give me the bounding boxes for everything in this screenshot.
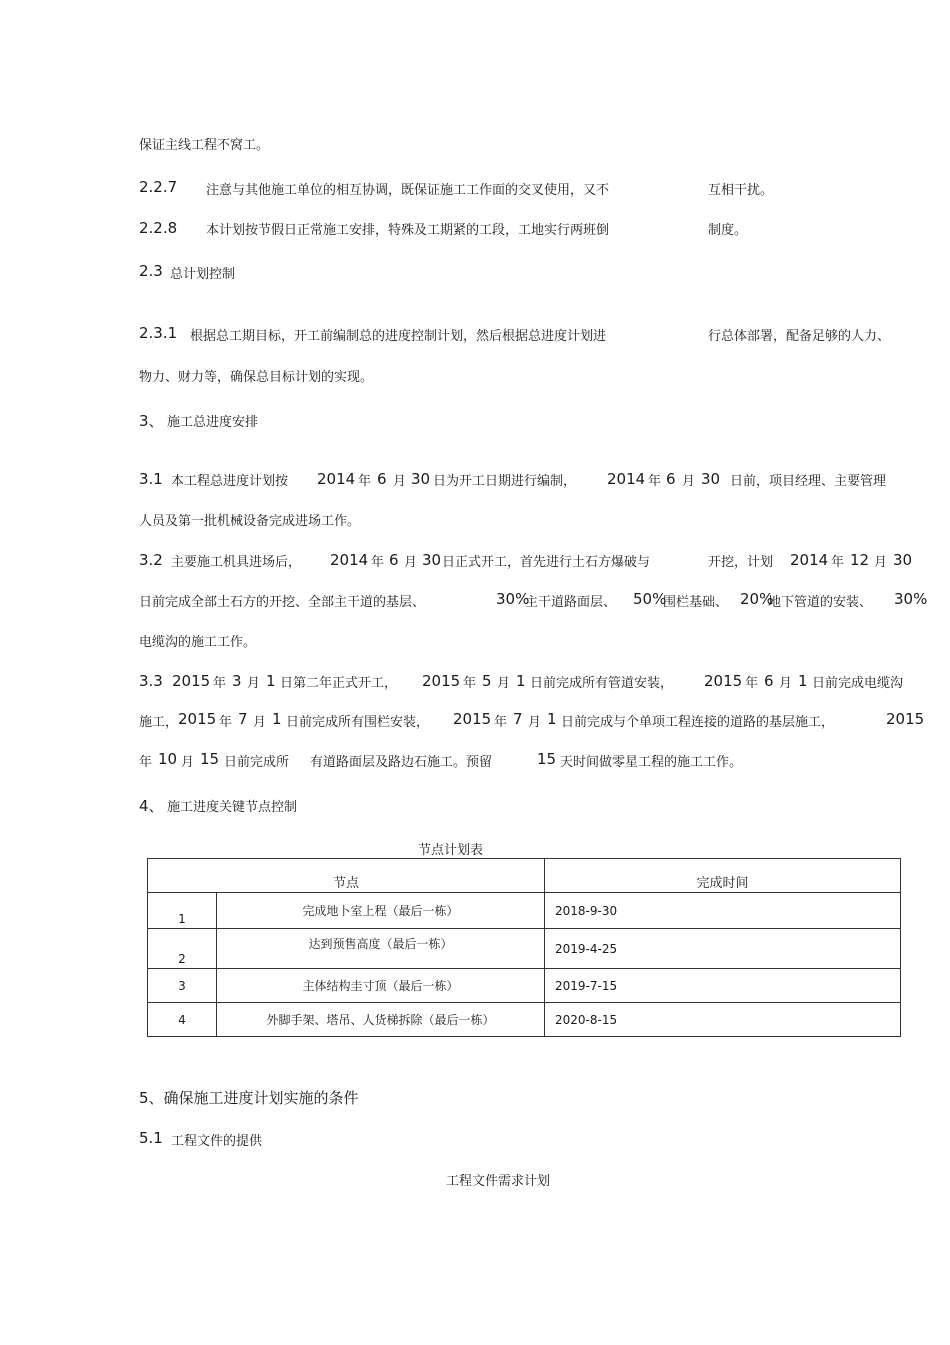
text-3-2-a: 主要施工机具进场后， (171, 555, 302, 570)
row-node: 主体结构圭寸顶（最后一栋） (217, 969, 545, 1003)
text-3-2-l2a: 日前完成全部土石方的开挖、全部主干道的基层、 (139, 595, 426, 610)
text-3-2-line3: 电缆沟的施工工作。 (139, 635, 257, 650)
text-3-3-c: 日第二年正式开工， (280, 676, 398, 691)
text-3-3-m4: 7 (238, 710, 248, 728)
section-text-2-3-1-tail: 行总体部署，配备足够的人力、 (708, 329, 891, 344)
text-3-2-l2b: 主干道路面层、 (525, 595, 617, 610)
table-row (148, 929, 901, 969)
text-3-3-d5: 1 (547, 710, 557, 728)
text-3-3-y5: 2015 (453, 710, 492, 728)
header-node: 节点 (148, 859, 545, 893)
section-text-2-3-1: 根据总工期目标，开工前编制总的进度控制计划，然后根据总进度计划进 (190, 329, 607, 344)
text-3-3-y6: 2015 (886, 710, 925, 728)
text-3-3-y2: 2015 (422, 672, 461, 690)
text-3-3-y3: 2015 (704, 672, 743, 690)
text-3-1-h: 日前，项目经理、主要管理 (730, 474, 887, 489)
text-3-3-d: 年 (463, 676, 477, 691)
text-3-3-m5: 7 (513, 710, 523, 728)
text-3-3-d4: 1 (272, 710, 282, 728)
row-number: 1 (148, 893, 217, 929)
section-number-3-3: 3.3 (139, 672, 163, 690)
section-text-2-3-1-line2: 物力、财力等，确保总目标计划的实现。 (139, 370, 374, 385)
text-3-2-d1: 30 (422, 551, 442, 569)
paragraph-intro: 保证主线工程不窝工。 (139, 138, 270, 153)
text-3-2-p2: 50% (633, 590, 667, 608)
table-caption: 节点计划表 (418, 843, 484, 858)
text-3-3-l2d: 日前完成所有围栏安装， (286, 715, 430, 730)
text-3-2-y2: 2014 (790, 551, 829, 569)
heading-4: 施工进度关键节点控制 (167, 800, 298, 815)
text-3-3-l2b: 年 (219, 715, 233, 730)
row-number: 4 (148, 1003, 217, 1037)
text-3-2-m1: 6 (389, 551, 399, 569)
text-3-1-m1: 6 (377, 470, 387, 488)
text-3-2-l2c: 围栏基础、 (663, 595, 729, 610)
row-date: 2019-7-15 (545, 969, 901, 1003)
text-3-1-d1: 30 (411, 470, 431, 488)
row-node: 完成地卜室上程（最后一栋） (217, 893, 545, 929)
text-3-1-y2: 2014 (607, 470, 646, 488)
text-3-3-h: 月 (779, 676, 793, 691)
text-3-3-m2: 5 (482, 672, 492, 690)
heading-number-3: 3、 (139, 412, 164, 430)
text-3-1-a: 本工程总进度计划按 (171, 474, 289, 489)
text-3-3-d1: 1 (266, 672, 276, 690)
text-3-3-l3e: 天时间做零星工程的施工工作。 (560, 755, 743, 770)
section-text-2-2-8: 本计划按节假日正常施工安排，特殊及工期紧的工段，工地实行两班倒 (206, 223, 610, 238)
row-date: 2020-8-15 (545, 1003, 901, 1037)
header-completion-time: 完成时间 (545, 859, 901, 893)
row-date: 2019-4-25 (545, 929, 901, 969)
heading-5-1: 工程文件的提供 (171, 1134, 263, 1149)
table-row (148, 969, 901, 1003)
heading-number-5-1: 5.1 (139, 1129, 163, 1147)
text-3-2-c: 月 (404, 555, 418, 570)
text-3-1-g: 月 (682, 474, 696, 489)
text-3-2-p3: 20% (740, 590, 774, 608)
text-3-1-y1: 2014 (317, 470, 356, 488)
text-3-1-c: 月 (393, 474, 407, 489)
section-number-2-2-8: 2.2.8 (139, 219, 178, 237)
text-3-3-g: 年 (745, 676, 759, 691)
heading-5: 5、确保施工进度计划实施的条件 (139, 1089, 359, 1107)
text-3-3-a: 年 (213, 676, 227, 691)
section-text-2-2-8-tail: 制度。 (708, 223, 748, 238)
text-3-2-m2: 12 (850, 551, 870, 569)
text-3-3-l3c: 日前完成所 (224, 755, 290, 770)
text-3-3-15: 15 (537, 750, 557, 768)
text-3-2-p1: 30% (496, 590, 530, 608)
text-3-3-l3d: 有道路面层及路边石施工。预留 (310, 755, 493, 770)
text-3-3-l2c: 月 (253, 715, 267, 730)
document-requirement-caption: 工程文件需求计划 (446, 1174, 551, 1189)
text-3-2-d2: 30 (893, 551, 913, 569)
table-row (148, 893, 901, 929)
row-node: 外脚手架、塔吊、人货梯拆除（最后一栋） (217, 1003, 545, 1037)
text-3-3-d6: 15 (200, 750, 220, 768)
section-number-3-1: 3.1 (139, 470, 163, 488)
section-number-2-2-7: 2.2.7 (139, 178, 178, 196)
table-header-row (148, 859, 901, 893)
section-text-2-2-7: 注意与其他施工单位的相互协调，既保证施工工作面的交叉使用，又不 (206, 183, 610, 198)
text-3-3-d3: 1 (798, 672, 808, 690)
text-3-2-l2d: 地下管道的安装、 (768, 595, 873, 610)
text-3-2-h: 月 (874, 555, 888, 570)
text-3-3-m6: 10 (158, 750, 178, 768)
text-3-3-f: 日前完成所有管道安装， (530, 676, 674, 691)
text-3-2-g: 年 (831, 555, 845, 570)
text-3-1-b: 年 (358, 474, 372, 489)
heading-number-2-3: 2.3 (139, 262, 163, 280)
text-3-3-i: 日前完成电缆沟 (812, 676, 904, 691)
row-number: 3 (148, 969, 217, 1003)
row-number: 2 (148, 929, 217, 969)
text-3-3-l2f: 月 (528, 715, 542, 730)
text-3-3-e: 月 (497, 676, 511, 691)
row-date: 2018-9-30 (545, 893, 901, 929)
heading-3: 施工总进度安排 (167, 415, 259, 430)
section-text-2-2-7-tail: 互相干扰。 (708, 183, 774, 198)
text-3-3-l3b: 月 (181, 755, 195, 770)
heading-number-4: 4、 (139, 797, 164, 815)
text-3-3-l3a: 年 (139, 755, 153, 770)
section-number-3-2: 3.2 (139, 551, 163, 569)
text-3-3-y1: 2015 (172, 672, 211, 690)
table-row (148, 1003, 901, 1037)
row-node: 达到预售高度（最后一栋） (217, 929, 545, 969)
text-3-3-y4: 2015 (178, 710, 217, 728)
text-3-3-l2a: 施工， (139, 715, 179, 730)
text-3-3-l2e: 年 (494, 715, 508, 730)
text-3-1-d2: 30 (701, 470, 721, 488)
section-number-2-3-1: 2.3.1 (139, 324, 178, 342)
text-3-1-e: 日为开工日期进行编制， (433, 474, 577, 489)
text-3-2-f: 开挖，计划 (708, 555, 774, 570)
text-3-3-b: 月 (247, 676, 261, 691)
text-3-3-m1: 3 (232, 672, 242, 690)
heading-2-3: 总计划控制 (170, 267, 236, 282)
text-3-2-e: 日正式开工，首先进行土石方爆破与 (442, 555, 651, 570)
text-3-1-m2: 6 (666, 470, 676, 488)
text-3-3-l2g: 日前完成与个单项工程连接的道路的基层施工， (561, 715, 835, 730)
text-3-2-p4: 30% (894, 590, 928, 608)
text-3-3-d2: 1 (516, 672, 526, 690)
text-3-3-m3: 6 (764, 672, 774, 690)
text-3-1-line2: 人员及第一批机械设备完成进场工作。 (139, 514, 361, 529)
text-3-1-f: 年 (648, 474, 662, 489)
text-3-2-y1: 2014 (330, 551, 369, 569)
node-plan-table (147, 858, 901, 1037)
text-3-2-b: 年 (371, 555, 385, 570)
